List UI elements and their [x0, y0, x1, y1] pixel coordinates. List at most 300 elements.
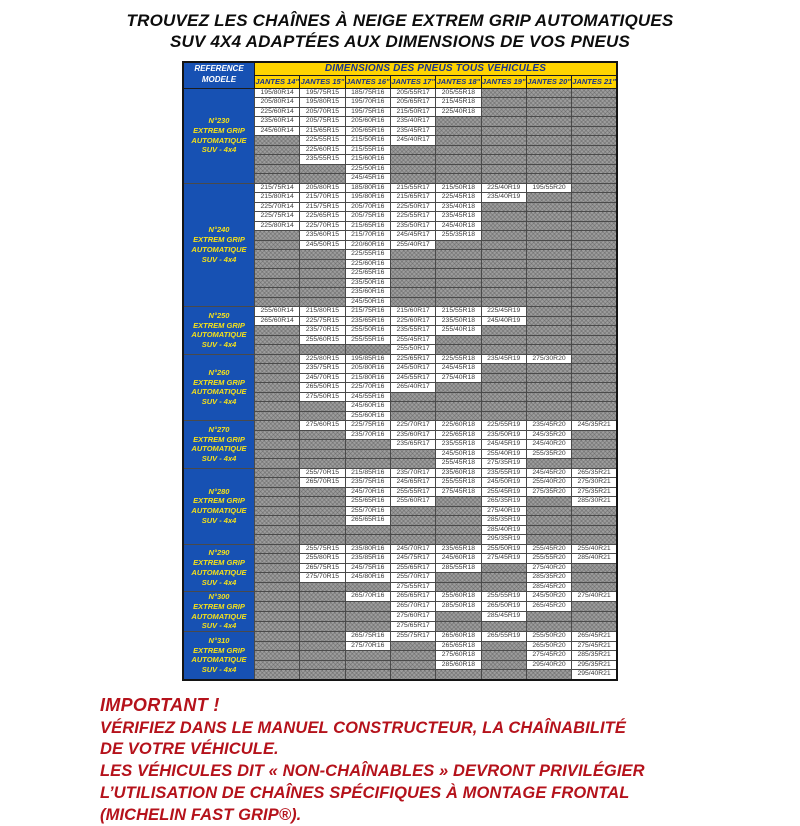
- column-header-jantes-14: JANTES 14": [255, 75, 300, 88]
- empty-cell: [345, 459, 390, 469]
- empty-cell: [526, 212, 571, 222]
- tire-size-cell: 225/55R16: [345, 250, 390, 260]
- empty-cell: [481, 670, 526, 680]
- empty-cell: [526, 297, 571, 307]
- tire-size-cell: 225/65R17: [390, 354, 435, 364]
- tire-size-cell: 255/60R14: [255, 307, 300, 317]
- tire-size-cell: 255/40R19: [481, 449, 526, 459]
- empty-cell: [300, 430, 345, 440]
- tire-size-cell: 265/75R16: [345, 632, 390, 642]
- empty-cell: [436, 516, 481, 526]
- empty-cell: [255, 440, 300, 450]
- tire-size-cell: 185/75R16: [345, 88, 390, 98]
- empty-cell: [481, 660, 526, 670]
- tire-size-cell: 235/50R19: [481, 430, 526, 440]
- tire-size-cell: 235/60R14: [255, 117, 300, 127]
- table-row: [183, 592, 617, 602]
- empty-cell: [481, 573, 526, 583]
- tire-size-cell: 225/55R18: [436, 354, 481, 364]
- model-label-line: SUV - 4x4: [184, 397, 254, 407]
- empty-cell: [255, 392, 300, 402]
- empty-cell: [300, 497, 345, 507]
- model-reference-N270: [183, 421, 255, 469]
- tire-size-cell: 235/70R17: [390, 468, 435, 478]
- model-number: N°280: [184, 487, 254, 497]
- empty-cell: [255, 136, 300, 146]
- tire-size-cell: 245/50R15: [300, 240, 345, 250]
- tire-size-cell: 235/45R19: [481, 354, 526, 364]
- tire-size-cell: 195/75R16: [345, 107, 390, 117]
- empty-cell: [255, 297, 300, 307]
- tire-size-cell: 235/55R19: [481, 468, 526, 478]
- empty-cell: [300, 516, 345, 526]
- empty-cell: [436, 145, 481, 155]
- empty-cell: [255, 174, 300, 184]
- tire-size-cell: 245/55R16: [345, 392, 390, 402]
- tire-size-cell: 205/60R16: [345, 117, 390, 127]
- empty-cell: [572, 506, 617, 516]
- tire-size-cell: 245/60R16: [345, 402, 390, 412]
- reference-model-header: [183, 62, 255, 89]
- dimensions-header: DIMENSIONS DES PNEUS TOUS VEHICULES: [255, 62, 618, 76]
- empty-cell: [526, 231, 571, 241]
- empty-cell: [255, 516, 300, 526]
- tire-size-cell: 255/70R17: [390, 573, 435, 583]
- tire-size-cell: 245/45R17: [390, 231, 435, 241]
- empty-cell: [572, 383, 617, 393]
- empty-cell: [526, 136, 571, 146]
- tire-size-cell: 255/45R18: [436, 459, 481, 469]
- tire-size-cell: 215/60R17: [390, 307, 435, 317]
- empty-cell: [255, 535, 300, 545]
- empty-cell: [390, 506, 435, 516]
- important-text-line: VÉRIFIEZ DANS LE MANUEL CONSTRUCTEUR, LA CHAÎNABILITÉ: [100, 718, 730, 740]
- empty-cell: [300, 278, 345, 288]
- empty-cell: [436, 525, 481, 535]
- tire-size-cell: 215/80R16: [345, 373, 390, 383]
- important-notice: [100, 695, 730, 826]
- empty-cell: [255, 632, 300, 642]
- tire-size-cell: 245/40R19: [481, 316, 526, 326]
- empty-cell: [345, 525, 390, 535]
- empty-cell: [572, 297, 617, 307]
- empty-cell: [390, 660, 435, 670]
- tire-size-cell: 215/55R16: [345, 145, 390, 155]
- empty-cell: [526, 383, 571, 393]
- tire-size-cell: 255/40R17: [390, 240, 435, 250]
- empty-cell: [526, 278, 571, 288]
- tire-size-cell: 265/55R19: [481, 632, 526, 642]
- tire-size-cell: 295/40R20: [526, 660, 571, 670]
- empty-cell: [481, 221, 526, 231]
- tire-size-cell: 265/70R15: [300, 478, 345, 488]
- empty-cell: [300, 651, 345, 661]
- tire-size-cell: 255/60R16: [345, 411, 390, 421]
- empty-cell: [345, 622, 390, 632]
- tire-size-cell: 265/60R18: [436, 632, 481, 642]
- empty-cell: [255, 364, 300, 374]
- empty-cell: [526, 155, 571, 165]
- empty-cell: [255, 278, 300, 288]
- tire-size-cell: 265/40R17: [390, 383, 435, 393]
- tire-size-cell: 235/70R15: [300, 326, 345, 336]
- empty-cell: [526, 516, 571, 526]
- empty-cell: [481, 174, 526, 184]
- tire-size-cell: 235/45R20: [526, 421, 571, 431]
- empty-cell: [572, 373, 617, 383]
- model-reference-N240: [183, 183, 255, 307]
- model-reference-N260: [183, 354, 255, 421]
- empty-cell: [481, 335, 526, 345]
- empty-cell: [255, 240, 300, 250]
- tire-size-cell: 255/60R15: [300, 335, 345, 345]
- tire-size-cell: 275/30R20: [526, 354, 571, 364]
- empty-cell: [436, 622, 481, 632]
- model-label-line: AUTOMATIQUE: [184, 245, 254, 255]
- empty-cell: [300, 459, 345, 469]
- model-reference-N310: [183, 632, 255, 680]
- model-label-line: AUTOMATIQUE: [184, 387, 254, 397]
- empty-cell: [390, 250, 435, 260]
- tire-size-cell: 255/75R15: [300, 544, 345, 554]
- model-label-line: EXTREM GRIP: [184, 558, 254, 568]
- model-label-line: EXTREM GRIP: [184, 126, 254, 136]
- tire-size-cell: 265/35R21: [572, 468, 617, 478]
- model-label-line: EXTREM GRIP: [184, 235, 254, 245]
- tire-size-cell: 275/35R20: [526, 487, 571, 497]
- column-header-jantes-18: JANTES 18": [436, 75, 481, 88]
- empty-cell: [526, 307, 571, 317]
- empty-cell: [481, 212, 526, 222]
- empty-cell: [255, 506, 300, 516]
- tire-size-cell: 225/65R18: [436, 430, 481, 440]
- empty-cell: [255, 602, 300, 612]
- empty-cell: [572, 212, 617, 222]
- tire-size-cell: 285/30R21: [572, 497, 617, 507]
- tire-size-cell: 275/50R15: [300, 392, 345, 402]
- tire-size-cell: 245/40R20: [526, 440, 571, 450]
- tire-size-cell: 275/65R17: [390, 622, 435, 632]
- tire-size-cell: 265/60R14: [255, 316, 300, 326]
- tire-size-cell: 215/45R18: [436, 98, 481, 108]
- empty-cell: [572, 193, 617, 203]
- empty-cell: [481, 259, 526, 269]
- tire-size-cell: 195/75R15: [300, 88, 345, 98]
- model-label-line: EXTREM GRIP: [184, 321, 254, 331]
- table-row: [183, 88, 617, 98]
- empty-cell: [572, 202, 617, 212]
- tire-size-cell: 235/50R18: [436, 316, 481, 326]
- empty-cell: [255, 544, 300, 554]
- empty-cell: [481, 651, 526, 661]
- empty-cell: [481, 402, 526, 412]
- tire-size-cell: 220/60R16: [345, 240, 390, 250]
- empty-cell: [526, 126, 571, 136]
- empty-cell: [345, 582, 390, 592]
- empty-cell: [255, 497, 300, 507]
- tire-size-cell: 265/45R21: [572, 632, 617, 642]
- empty-cell: [300, 449, 345, 459]
- model-reference-N300: [183, 592, 255, 632]
- tire-size-cell: 235/50R16: [345, 278, 390, 288]
- tire-size-cell: 255/45R17: [390, 335, 435, 345]
- empty-cell: [572, 525, 617, 535]
- tire-size-cell: 235/70R16: [345, 430, 390, 440]
- tire-size-cell: 275/40R21: [572, 592, 617, 602]
- empty-cell: [255, 641, 300, 651]
- tire-size-cell: 235/75R16: [345, 478, 390, 488]
- empty-cell: [255, 145, 300, 155]
- empty-cell: [436, 411, 481, 421]
- tire-size-cell: 255/75R17: [390, 632, 435, 642]
- empty-cell: [526, 392, 571, 402]
- empty-cell: [526, 535, 571, 545]
- tire-size-cell: 225/55R19: [481, 421, 526, 431]
- empty-cell: [436, 250, 481, 260]
- empty-cell: [572, 145, 617, 155]
- tire-size-cell: 235/55R15: [300, 155, 345, 165]
- important-heading: IMPORTANT !: [100, 695, 730, 716]
- empty-cell: [390, 288, 435, 298]
- empty-cell: [300, 250, 345, 260]
- tire-size-cell: 265/75R15: [300, 563, 345, 573]
- tire-size-cell: 245/70R16: [345, 487, 390, 497]
- empty-cell: [345, 612, 390, 622]
- tire-size-cell: 245/50R20: [526, 592, 571, 602]
- column-header-jantes-20: JANTES 20": [526, 75, 571, 88]
- tire-size-cell: 215/85R16: [345, 468, 390, 478]
- model-label-line: AUTOMATIQUE: [184, 568, 254, 578]
- column-header-jantes-21: JANTES 21": [572, 75, 617, 88]
- empty-cell: [572, 250, 617, 260]
- empty-cell: [481, 411, 526, 421]
- empty-cell: [481, 240, 526, 250]
- empty-cell: [572, 278, 617, 288]
- empty-cell: [300, 411, 345, 421]
- empty-cell: [390, 535, 435, 545]
- empty-cell: [255, 622, 300, 632]
- tire-size-cell: 235/65R16: [345, 316, 390, 326]
- empty-cell: [526, 269, 571, 279]
- empty-cell: [526, 373, 571, 383]
- tire-size-cell: 285/50R18: [436, 602, 481, 612]
- tire-size-cell: 265/50R20: [526, 641, 571, 651]
- tire-size-cell: 245/45R18: [436, 364, 481, 374]
- empty-cell: [255, 478, 300, 488]
- empty-cell: [300, 402, 345, 412]
- tire-size-cell: 275/60R18: [436, 651, 481, 661]
- tire-size-cell: 285/35R21: [572, 651, 617, 661]
- tire-size-cell: 235/55R17: [390, 326, 435, 336]
- tire-size-cell: 255/70R15: [300, 468, 345, 478]
- tire-size-cell: 245/70R17: [390, 544, 435, 554]
- tire-size-cell: 215/65R17: [390, 193, 435, 203]
- empty-cell: [481, 98, 526, 108]
- tire-size-cell: 265/35R19: [481, 497, 526, 507]
- model-label-line: SUV - 4x4: [184, 255, 254, 265]
- model-label-line: SUV - 4x4: [184, 665, 254, 675]
- empty-cell: [390, 392, 435, 402]
- empty-cell: [481, 373, 526, 383]
- tire-size-cell: 205/65R17: [390, 98, 435, 108]
- empty-cell: [345, 602, 390, 612]
- tire-size-cell: 225/40R18: [436, 107, 481, 117]
- empty-cell: [436, 269, 481, 279]
- empty-cell: [481, 383, 526, 393]
- empty-cell: [255, 335, 300, 345]
- tire-size-cell: 255/65R17: [390, 563, 435, 573]
- empty-cell: [390, 449, 435, 459]
- model-number: N°240: [184, 225, 254, 235]
- model-label-line: EXTREM GRIP: [184, 435, 254, 445]
- tire-size-cell: 215/75R15: [300, 202, 345, 212]
- tire-size-cell: 275/55R17: [390, 582, 435, 592]
- tire-size-cell: 215/70R16: [345, 231, 390, 241]
- table-body: [183, 88, 617, 680]
- tire-size-cell: 285/40R21: [572, 554, 617, 564]
- empty-cell: [526, 316, 571, 326]
- empty-cell: [345, 660, 390, 670]
- model-label-line: EXTREM GRIP: [184, 378, 254, 388]
- tire-size-cell: 255/60R18: [436, 592, 481, 602]
- empty-cell: [390, 670, 435, 680]
- tire-size-cell: 215/50R18: [436, 183, 481, 193]
- tire-size-cell: 225/75R16: [345, 421, 390, 431]
- empty-cell: [572, 98, 617, 108]
- empty-cell: [572, 174, 617, 184]
- tire-size-cell: 255/50R20: [526, 632, 571, 642]
- empty-cell: [572, 411, 617, 421]
- empty-cell: [436, 278, 481, 288]
- empty-cell: [526, 345, 571, 355]
- empty-cell: [572, 392, 617, 402]
- empty-cell: [390, 411, 435, 421]
- tire-size-cell: 235/55R18: [436, 440, 481, 450]
- empty-cell: [572, 440, 617, 450]
- empty-cell: [526, 288, 571, 298]
- empty-cell: [390, 459, 435, 469]
- empty-cell: [481, 297, 526, 307]
- tire-size-cell: 255/45R19: [481, 487, 526, 497]
- empty-cell: [572, 535, 617, 545]
- empty-cell: [255, 592, 300, 602]
- empty-cell: [481, 250, 526, 260]
- tire-size-cell: 235/85R16: [345, 554, 390, 564]
- tire-size-cell: 225/80R15: [300, 354, 345, 364]
- empty-cell: [255, 383, 300, 393]
- empty-cell: [526, 612, 571, 622]
- model-number: N°270: [184, 425, 254, 435]
- empty-cell: [300, 345, 345, 355]
- tire-size-cell: 285/45R20: [526, 582, 571, 592]
- empty-cell: [572, 164, 617, 174]
- empty-cell: [572, 345, 617, 355]
- tire-size-cell: 215/80R14: [255, 193, 300, 203]
- tire-size-cell: 285/40R19: [481, 525, 526, 535]
- empty-cell: [255, 411, 300, 421]
- empty-cell: [300, 269, 345, 279]
- empty-cell: [390, 278, 435, 288]
- empty-cell: [572, 563, 617, 573]
- tire-size-cell: 255/55R19: [481, 592, 526, 602]
- tire-size-cell: 205/80R15: [300, 183, 345, 193]
- empty-cell: [572, 288, 617, 298]
- tire-size-cell: 225/60R16: [345, 259, 390, 269]
- empty-cell: [572, 269, 617, 279]
- tire-size-cell: 205/75R16: [345, 212, 390, 222]
- tire-size-cell: 225/45R18: [436, 193, 481, 203]
- empty-cell: [255, 525, 300, 535]
- empty-cell: [300, 602, 345, 612]
- empty-cell: [300, 592, 345, 602]
- empty-cell: [255, 449, 300, 459]
- empty-cell: [481, 145, 526, 155]
- tire-size-cell: 235/60R15: [300, 231, 345, 241]
- empty-cell: [255, 468, 300, 478]
- empty-cell: [436, 612, 481, 622]
- empty-cell: [390, 174, 435, 184]
- model-label-line: SUV - 4x4: [184, 454, 254, 464]
- empty-cell: [572, 221, 617, 231]
- model-number: N°310: [184, 636, 254, 646]
- tire-size-cell: 215/65R15: [300, 126, 345, 136]
- modele-label: MODELE: [184, 75, 254, 86]
- tire-size-cell: 225/75R15: [300, 316, 345, 326]
- table-header: [183, 62, 617, 89]
- tire-size-cell: 255/55R16: [345, 335, 390, 345]
- tire-size-cell: 255/35R20: [526, 449, 571, 459]
- tire-size-cell: 275/60R17: [390, 612, 435, 622]
- empty-cell: [572, 430, 617, 440]
- tire-size-cell: 275/40R20: [526, 563, 571, 573]
- empty-cell: [436, 582, 481, 592]
- empty-cell: [572, 259, 617, 269]
- empty-cell: [572, 326, 617, 336]
- tire-size-cell: 245/40R17: [390, 136, 435, 146]
- empty-cell: [390, 259, 435, 269]
- empty-cell: [255, 554, 300, 564]
- tire-size-cell: 225/60R14: [255, 107, 300, 117]
- empty-cell: [481, 231, 526, 241]
- reference-label: REFERENCE: [184, 64, 254, 75]
- tire-size-cell: 295/35R19: [481, 535, 526, 545]
- tire-size-cell: 255/35R18: [436, 231, 481, 241]
- empty-cell: [481, 269, 526, 279]
- model-label-line: EXTREM GRIP: [184, 496, 254, 506]
- empty-cell: [572, 155, 617, 165]
- tire-size-cell: 265/70R16: [345, 592, 390, 602]
- tire-size-cell: 245/65R17: [390, 478, 435, 488]
- title-line-2: SUV 4X4 ADAPTÉES AUX DIMENSIONS DE VOS PNEUS: [0, 31, 800, 52]
- empty-cell: [436, 670, 481, 680]
- empty-cell: [345, 651, 390, 661]
- tire-size-cell: 255/60R17: [390, 497, 435, 507]
- column-header-jantes-17: JANTES 17": [390, 75, 435, 88]
- tire-size-cell: 245/40R18: [436, 221, 481, 231]
- tire-size-cell: 285/35R19: [481, 516, 526, 526]
- empty-cell: [255, 430, 300, 440]
- tire-size-cell: 255/55R17: [390, 487, 435, 497]
- empty-cell: [436, 383, 481, 393]
- empty-cell: [526, 250, 571, 260]
- empty-cell: [526, 117, 571, 127]
- empty-cell: [436, 297, 481, 307]
- empty-cell: [526, 240, 571, 250]
- tire-size-cell: 275/45R20: [526, 651, 571, 661]
- tire-dimensions-table: [182, 61, 618, 681]
- tire-size-cell: 215/60R16: [345, 155, 390, 165]
- tire-size-cell: 275/45R18: [436, 487, 481, 497]
